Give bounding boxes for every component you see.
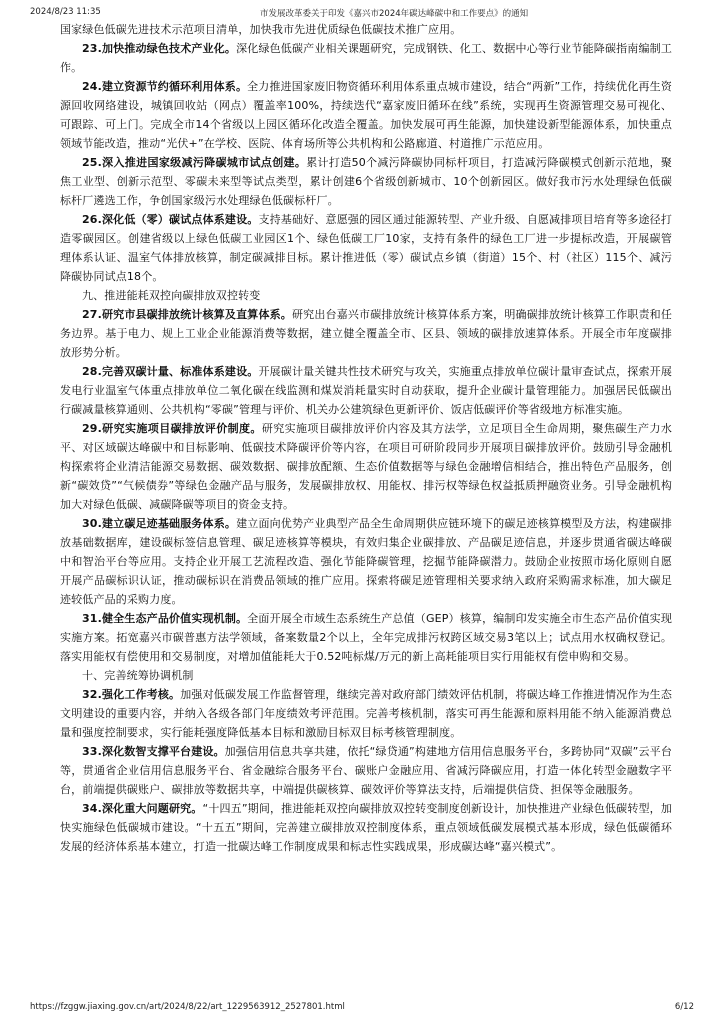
- paragraph-heading: 29.研究实施项目碳排放评价制度。: [82, 422, 262, 435]
- paragraph-heading: 33.深化数智支撑平台建设。: [82, 745, 225, 758]
- paragraph: [60, 20, 672, 39]
- paragraph-text: 国家绿色低碳先进技术示范项目清单，加快我市先进优质绿色低碳技术推广应用。: [60, 23, 462, 36]
- numbered-paragraph: [60, 514, 672, 609]
- print-footer: [0, 1000, 724, 1020]
- numbered-paragraph: [60, 39, 672, 77]
- paragraph-text: 十、完善统筹协调机制: [82, 669, 194, 682]
- paragraph-heading: 30.建立碳足迹基础服务体系。: [82, 517, 237, 530]
- numbered-paragraph: [60, 609, 672, 666]
- section-heading: [60, 666, 672, 685]
- paragraph-heading: 23.加快推动绿色技术产业化。: [82, 42, 237, 55]
- paragraph-text: 九、推进能耗双控向碳排放双控转变: [82, 289, 261, 302]
- print-date: 2024/8/23 11:35: [30, 7, 101, 17]
- numbered-paragraph: [60, 419, 672, 514]
- paragraph-heading: 27.研究市县碳排放统计核算及直算体系。: [82, 308, 292, 321]
- numbered-paragraph: [60, 305, 672, 362]
- numbered-paragraph: [60, 77, 672, 153]
- numbered-paragraph: [60, 685, 672, 742]
- paragraph-text: “十四五”期间，推进能耗双控向碳排放双控转变制度创新设计，加快推进产业绿色低碳转型，加快实施绿色低碳城市建设。“十五五”期间，完善建立碳排放双控制度体系，重点领域低碳发展模式基本形成，绿色低碳循环发展的经济体系基本建立，打造一批碳达峰工作制度成果和标志性实践成果，形成碳达峰“嘉兴模式”。: [60, 802, 672, 853]
- numbered-paragraph: [60, 210, 672, 286]
- section-heading: [60, 286, 672, 305]
- paragraph-text: 研究实施项目碳排放评价内容及其方法学，立足项目全生命周期，聚焦碳生产力水平、对区域碳达峰碳中和目标影响、低碳技术降碳评价等内容，在项目可研阶段同步开展项目碳排放评价。鼓励引导金融机构探索将企业清洁能源交易数据、碳效数据、碳排放配额、生态价值数据等与绿色金融增信相结合，推出特色产品服务，创新“碳效贷”“气候债券”等绿色金融产品与服务，发展碳排放权、用能权、排污权等绿色权益抵质押融资业务。引导金融机构加大对绿色低碳、减碳降碳等项目的资金支持。: [60, 422, 672, 511]
- paragraph-text: 支持基础好、意愿强的园区通过能源转型、产业升级、自愿减排项目培育等多途径打造零碳园区。创建省级以上绿色低碳工业园区1个、绿色低碳工厂10家，支持有条件的绿色工厂进一步提标改造，开展碳管理体系认证、温室气体排放核算，制定碳减排目标。累计推进低（零）碳试点乡镇（街道）15个、村（社区）115个、减污降碳协同试点18个。: [60, 213, 672, 283]
- page-url: https://fzggw.jiaxing.gov.cn/art/2024/8/22/art_1229563912_2527801.html: [30, 1002, 345, 1012]
- numbered-paragraph: [60, 742, 672, 799]
- paragraph-heading: 32.强化工作考核。: [82, 688, 181, 701]
- paragraph-heading: 34.深化重大问题研究。: [82, 802, 203, 815]
- paragraph-text: 加强信用信息共享共建，依托“绿贷通”构建地方信用信息服务平台，多跨协同“双碳”云平台等，贯通省企业信用信息服务平台、省金融综合服务平台、碳账户金融应用、省减污降碳应用，打造一体化转型金融数字平台，前端提供碳账户、碳排放等数据共享，中端提供碳核算、碳效评价等算法支持，后端提供信贷、担保等金融服务。: [60, 745, 672, 796]
- paragraph-text: 全力推进国家废旧物资循环利用体系重点城市建设，结合“两新”工作，持续优化再生资源回收网络建设，城镇回收站（网点）覆盖率100%，持续迭代“嘉家废旧循环在线”系统，实现再生资源管理交易可视化、可跟踪、可上门。完成全市14个省级以上园区循环化改造全覆盖。加快发展可再生能源，加快建设新型能源体系，加快重点领域节能改造，推动“光伏+”在学校、医院、体育场所等公共机构和公路廊道、村道推广示范应用。: [60, 80, 672, 150]
- numbered-paragraph: [60, 362, 672, 419]
- paragraph-text: 深化绿色低碳产业相关课题研究，完成钢铁、化工、数据中心等行业节能降碳指南编制工作。: [60, 42, 672, 74]
- numbered-paragraph: [60, 799, 672, 856]
- document-title: 市发展改革委关于印发《嘉兴市2024年碳达峰碳中和工作要点》的通知: [260, 9, 529, 19]
- print-header: [0, 0, 724, 22]
- document-body: [60, 20, 672, 990]
- paragraph-heading: 26.深化低（零）碳试点体系建设。: [82, 213, 259, 226]
- page-number: 6/12: [674, 1002, 694, 1012]
- paragraph-text: 累计打造50个减污降碳协同标杆项目，打造减污降碳模式创新示范地，聚焦工业型、创新示范型、零碳未来型等试点类型，累计创建6个省级创新城市、10个创新园区。做好我市污水处理绿色低碳标杆厂遴选工作，争创国家级污水处理绿色低碳标杆厂。: [60, 156, 672, 207]
- paragraph-text: 研究出台嘉兴市碳排放统计核算体系方案，明确碳排放统计核算工作职责和任务边界。基于电力、规上工业企业能源消费等数据，建立健全覆盖全市、区县、领域的碳排放速算体系。开展全市年度碳排放形势分析。: [60, 308, 672, 359]
- numbered-paragraph: [60, 153, 672, 210]
- paragraph-heading: 25.深入推进国家级减污降碳城市试点创建。: [82, 156, 307, 169]
- paragraph-text: 加强对低碳发展工作监督管理，继续完善对政府部门绩效评估机制，将碳达峰工作推进情况作为生态文明建设的重要内容，并纳入各级各部门年度绩效考评范围。完善考核机制，落实可再生能源和原料用能不纳入能源消费总量和强度控制要求，实行能耗强度降低基本目标和激励目标双目标考核管理制度。: [60, 688, 672, 739]
- paragraph-heading: 31.健全生态产品价值实现机制。: [82, 612, 248, 625]
- paragraph-text: 全面开展全市域生态系统生产总值（GEP）核算，编制印发实施全市生态产品价值实现实施方案。拓宽嘉兴市碳普惠方法学领域，备案数量2个以上，全年完成排污权跨区域交易3笔以上；试点用水权确权登记。落实用能权有偿使用和交易制度，对增加值能耗大于0.52吨标煤/万元的新上高耗能项目实行用能权有偿申购和交易。: [60, 612, 672, 663]
- paragraph-heading: 24.建立资源节约循环利用体系。: [82, 80, 248, 93]
- paragraph-text: 开展碳计量关键共性技术研究与攻关，实施重点排放单位碳计量审查试点，探索开展发电行业温室气体重点排放单位二氧化碳在线监测和煤炭消耗量实时自动获取，提升企业碳计量管理能力。加强居民低碳出行碳减量核算通则、公共机构“零碳”管理与评价、机关办公建筑绿色更新评价、饭店低碳评价等省级地方标准实施。: [60, 365, 672, 416]
- paragraph-text: 建立面向优势产业典型产品全生命周期供应链环境下的碳足迹核算模型及方法，构建碳排放基础数据库，建设碳标签信息管理、碳足迹核算等模块，有效归集企业碳排放、产品碳足迹信息，并逐步贯通省碳达峰碳中和智治平台等应用。支持企业开展工艺流程改造、强化节能降碳管理，挖掘节能降碳潜力。鼓励企业按照市场化原则自愿开展产品碳标识认证，推动碳标识在消费品领域的推广应用。探索将碳足迹管理相关要求纳入政府采购需求标准，加大碳足迹较低产品的采购力度。: [60, 517, 672, 606]
- paragraph-heading: 28.完善双碳计量、标准体系建设。: [82, 365, 259, 378]
